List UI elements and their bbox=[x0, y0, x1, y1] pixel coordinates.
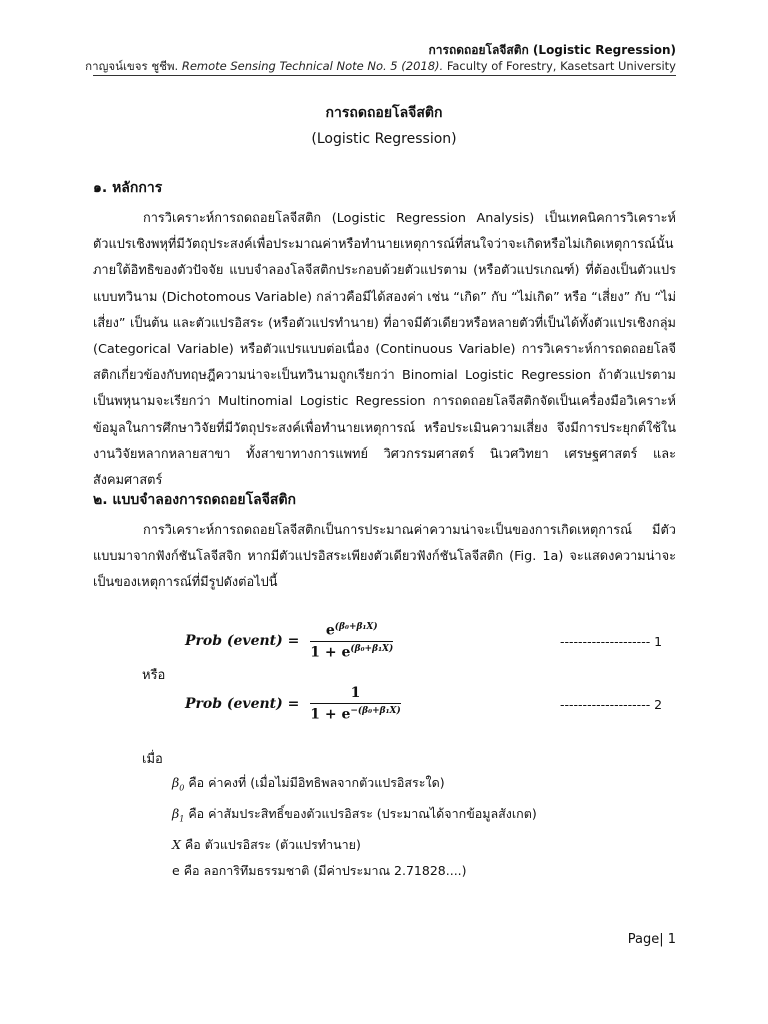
equation-denominator bbox=[310, 704, 401, 723]
equation-fraction bbox=[310, 685, 401, 723]
equation-fraction bbox=[310, 622, 393, 660]
title-thai: การถดถอยโลจีสติก bbox=[325, 105, 443, 121]
citation-institution: Faculty of Forestry, Kasetsart University bbox=[446, 59, 676, 73]
equation-2-number: -------------------- 2 bbox=[560, 697, 663, 712]
definition-text: คือ ค่าสัมประสิทธิ์ของตัวแปรอิสระ (ประมาณได้จากข้อมูลสังเกต) bbox=[188, 806, 537, 821]
title-english: (Logistic Regression) bbox=[311, 131, 457, 147]
equation-2 bbox=[185, 685, 401, 723]
section1-paragraph: การวิเคราะห์การถดถอยโลจีสติก (Logistic Regression Analysis) เป็นเทคนิคการวิเคราะห์ตัวแปรเชิงพหุที่มีวัตถุประสงค์เพื่อประมาณค่าหรือทำนายเหตุการณ์ที่สนใจว่าจะเกิดหรือไม่เกิดเหตุการณ์นั้นภายใต้อิทธิของตัวปัจจัย แบบจำลองโลจีสติกประกอบด้วยตัวแปรตาม (หรือตัวแปรเกณฑ์) ที่ต้องเป็นตัวแปรแบบทวินาม (Dichotomous Variable) กล่าวคือมีได้สองค่า เช่น “เกิด” กับ “ไม่เกิด” หรือ “เสี่ยง” กับ “ไม่เสี่ยง” เป็นต้น และตัวแปรอิสระ (หรือตัวแปรทำนาย) ที่อาจมีตัวเดียวหรือหลายตัวที่เป็นได้ทั้งตัวแปรเชิงกลุ่ม (Categorical Variable) หรือตัวแปรแบบต่อเนื่อง (Continuous Variable) การวิเคราะห์การถดถอยโลจีสติกเกี่ยวข้องกับทฤษฎีความน่าจะเป็นทวินามถูกเรียกว่า Binomial Logistic Regression ถ้าตัวแปรตามเป็นพหุนามจะเรียกว่า Multinomial Logistic Regression การถดถอยโลจีสติกจัดเป็นเครื่องมือวิเคราะห์ข้อมูลในการศึกษาวิจัยที่มีวัตถุประสงค์เพื่อทำนายเหตุการณ์ หรือประเมินความเสี่ยง จึงมีการประยุกต์ใช้ในงานวิจัยหลากหลายสาขา ทั้งสาขาทางการแพทย์ วิศวกรรมศาสตร์ นิเวศวิทยา เศรษฐศาสตร์ และสังคมศาสตร์ bbox=[93, 211, 676, 489]
numerator-base: 1 bbox=[350, 685, 361, 701]
equation-numerator bbox=[310, 622, 393, 642]
section-heading-principle: ๑. หลักการ bbox=[93, 180, 163, 196]
denominator-base: 1 + e bbox=[310, 706, 351, 723]
definition-symbol: $\beta_1$ bbox=[172, 806, 185, 824]
denominator-base: 1 + e bbox=[310, 644, 351, 661]
section-heading-model: ๒. แบบจำลองการถดถอยโลจีสติก bbox=[93, 492, 297, 508]
header-citation bbox=[85, 58, 676, 74]
page-number: Page| 1 bbox=[627, 932, 676, 947]
equation-numerator bbox=[310, 685, 401, 704]
citation-publication: Remote Sensing Technical Note No. 5 (2018). bbox=[181, 59, 444, 73]
document-title bbox=[0, 100, 768, 152]
denominator-exponent: (β₀+β₁X) bbox=[350, 643, 394, 654]
definition-item bbox=[172, 801, 537, 832]
equation-1-number: -------------------- 1 bbox=[560, 634, 663, 649]
definition-item bbox=[172, 770, 537, 801]
equation-lhs: Prob (event) = bbox=[185, 633, 300, 650]
denominator-exponent: −(β₀+β₁X) bbox=[350, 706, 401, 716]
equation-1 bbox=[185, 622, 393, 660]
numerator-base: e bbox=[325, 622, 335, 639]
definition-item bbox=[172, 858, 537, 884]
numerator-exponent: (β₀+β₁X) bbox=[334, 622, 378, 632]
equation-denominator bbox=[310, 642, 393, 661]
definition-text: คือ ลอการิทึมธรรมชาติ (มีค่าประมาณ 2.71828....) bbox=[183, 862, 467, 878]
definition-list bbox=[172, 770, 537, 883]
running-header bbox=[85, 42, 676, 74]
equation-lhs: Prob (event) = bbox=[185, 695, 300, 712]
definition-symbol: $\beta_0$ bbox=[172, 775, 185, 793]
section2-paragraph: การวิเคราะห์การถดถอยโลจีสติกเป็นการประมาณค่าความน่าจะเป็นของการเกิดเหตุการณ์ มีตัวแบบมาจากฟังก์ชันโลจีสจิก หากมีตัวแปรอิสระเพียงตัวเดียวฟังก์ชันโลจีสติก (Fig. 1a) จะแสดงความน่าจะเป็นของเหตุการณ์ที่มีรูปดังต่อไปนี้ bbox=[93, 523, 676, 591]
definition-symbol: e bbox=[172, 862, 180, 878]
definition-item bbox=[172, 832, 537, 858]
where-label: เมื่อ bbox=[142, 752, 163, 767]
definition-text: คือ ค่าคงที่ (เมื่อไม่มีอิทธิพลจากตัวแปรอิสระใด) bbox=[188, 775, 445, 790]
definition-symbol: X bbox=[172, 837, 181, 852]
citation-author: กาญจน์เขจร ชูชีพ. bbox=[85, 59, 179, 73]
definition-text: คือ ตัวแปรอิสระ (ตัวแปรทำนาย) bbox=[184, 837, 361, 852]
header-divider bbox=[93, 75, 676, 76]
or-connector: หรือ bbox=[142, 668, 166, 683]
header-title: การถดถอยโลจีสติก (Logistic Regression) bbox=[428, 43, 676, 57]
